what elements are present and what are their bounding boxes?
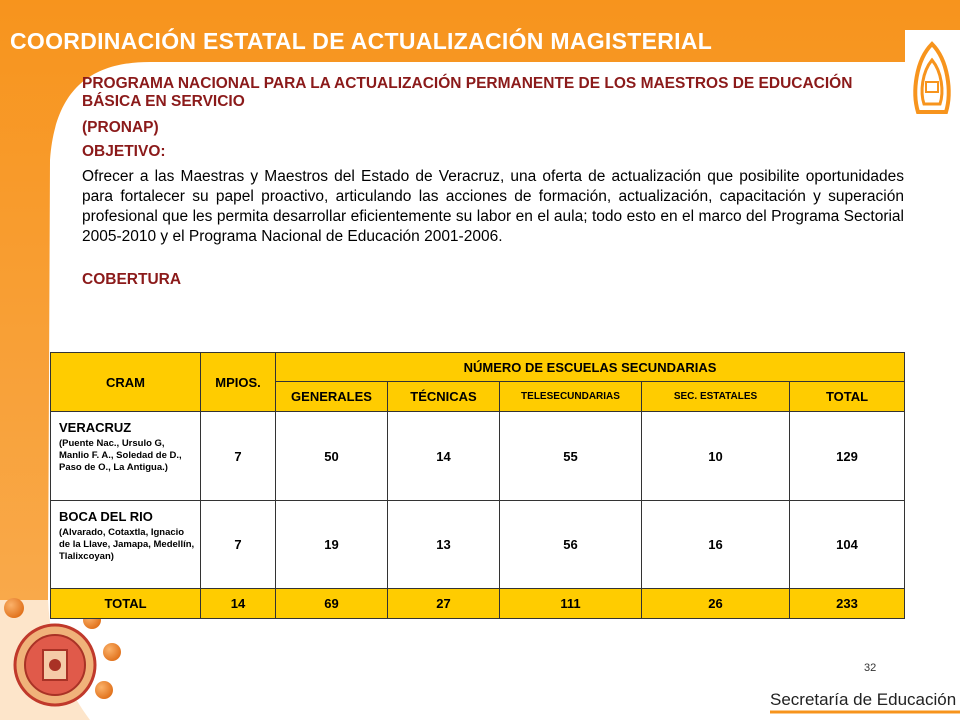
cell-tecnicas: 14 — [388, 412, 500, 501]
cell-generales: 50 — [276, 412, 388, 501]
table-row — [51, 412, 905, 501]
main-content — [82, 75, 904, 289]
coverage-heading: COBERTURA — [82, 271, 182, 288]
cram-name: BOCA DEL RIO — [59, 509, 153, 524]
cell-total: 104 — [790, 501, 905, 589]
program-title: PROGRAMA NACIONAL PARA LA ACTUALIZACIÓN PERMANENTE DE LOS MAESTROS DE EDUCACIÓN BÁSICA EN SERVICIO — [82, 75, 853, 110]
cell-estatales: 16 — [642, 501, 790, 589]
cram-detail: (Alvarado, Cotaxtla, Ignacio de la Llave, Jamapa, Medellín, Tlalixcoyan) — [59, 527, 195, 562]
page-number: 32 — [864, 662, 877, 674]
totals-estatales: 26 — [642, 589, 790, 619]
totals-generales: 69 — [276, 589, 388, 619]
totals-row — [51, 589, 905, 619]
table-row — [51, 501, 905, 589]
cell-generales: 19 — [276, 501, 388, 589]
header-total: TOTAL — [790, 382, 905, 412]
page-title: COORDINACIÓN ESTATAL DE ACTUALIZACIÓN MAGISTERIAL — [10, 28, 713, 54]
header-telesecundarias: TELESECUNDARIAS — [500, 382, 642, 412]
header-tecnicas: TÉCNICAS — [388, 382, 500, 412]
cell-total: 129 — [790, 412, 905, 501]
header-generales: GENERALES — [276, 382, 388, 412]
totals-mpios: 14 — [201, 589, 276, 619]
coverage-table — [50, 352, 905, 619]
cram-cell — [51, 412, 201, 501]
totals-label: TOTAL — [51, 589, 201, 619]
objective-heading: OBJETIVO: — [82, 143, 166, 160]
totals-total: 233 — [790, 589, 905, 619]
cell-telesecundarias: 56 — [500, 501, 642, 589]
cell-tecnicas: 13 — [388, 501, 500, 589]
cram-detail: (Puente Nac., Ursulo G, Manlio F. A., Soledad de D., Paso de O., La Antigua.) — [59, 438, 182, 473]
footer-ministry: Secretaría de Educación — [770, 690, 957, 709]
totals-telesecundarias: 111 — [500, 589, 642, 619]
cell-telesecundarias: 55 — [500, 412, 642, 501]
cell-mpios: 7 — [201, 501, 276, 589]
totals-tecnicas: 27 — [388, 589, 500, 619]
cram-cell — [51, 501, 201, 589]
objective-text: Ofrecer a las Maestras y Maestros del Estado de Veracruz, una oferta de actualización que posibilite oportunidades para fortalecer su papel proactivo, articulando las acciones de formación, actualización, capacitación y superación profesional que les permita desarrollar eficientemente su labor en el aula; todo esto en el marco del Programa Sectorial 2005-2010 y el Programa Nacional de Educación 2001-2006. — [82, 168, 904, 245]
cell-mpios: 7 — [201, 412, 276, 501]
header-group: NÚMERO DE ESCUELAS SECUNDARIAS — [276, 353, 905, 382]
program-acronym: (PRONAP) — [82, 119, 159, 136]
header-cram: CRAM — [51, 353, 201, 412]
header-estatales: SEC. ESTATALES — [642, 382, 790, 412]
state-seal-icon — [15, 625, 95, 705]
cram-name: VERACRUZ — [59, 420, 132, 435]
header-mpios: MPIOS. — [201, 353, 276, 412]
cell-estatales: 10 — [642, 412, 790, 501]
spiral-logo-icon — [905, 30, 960, 120]
